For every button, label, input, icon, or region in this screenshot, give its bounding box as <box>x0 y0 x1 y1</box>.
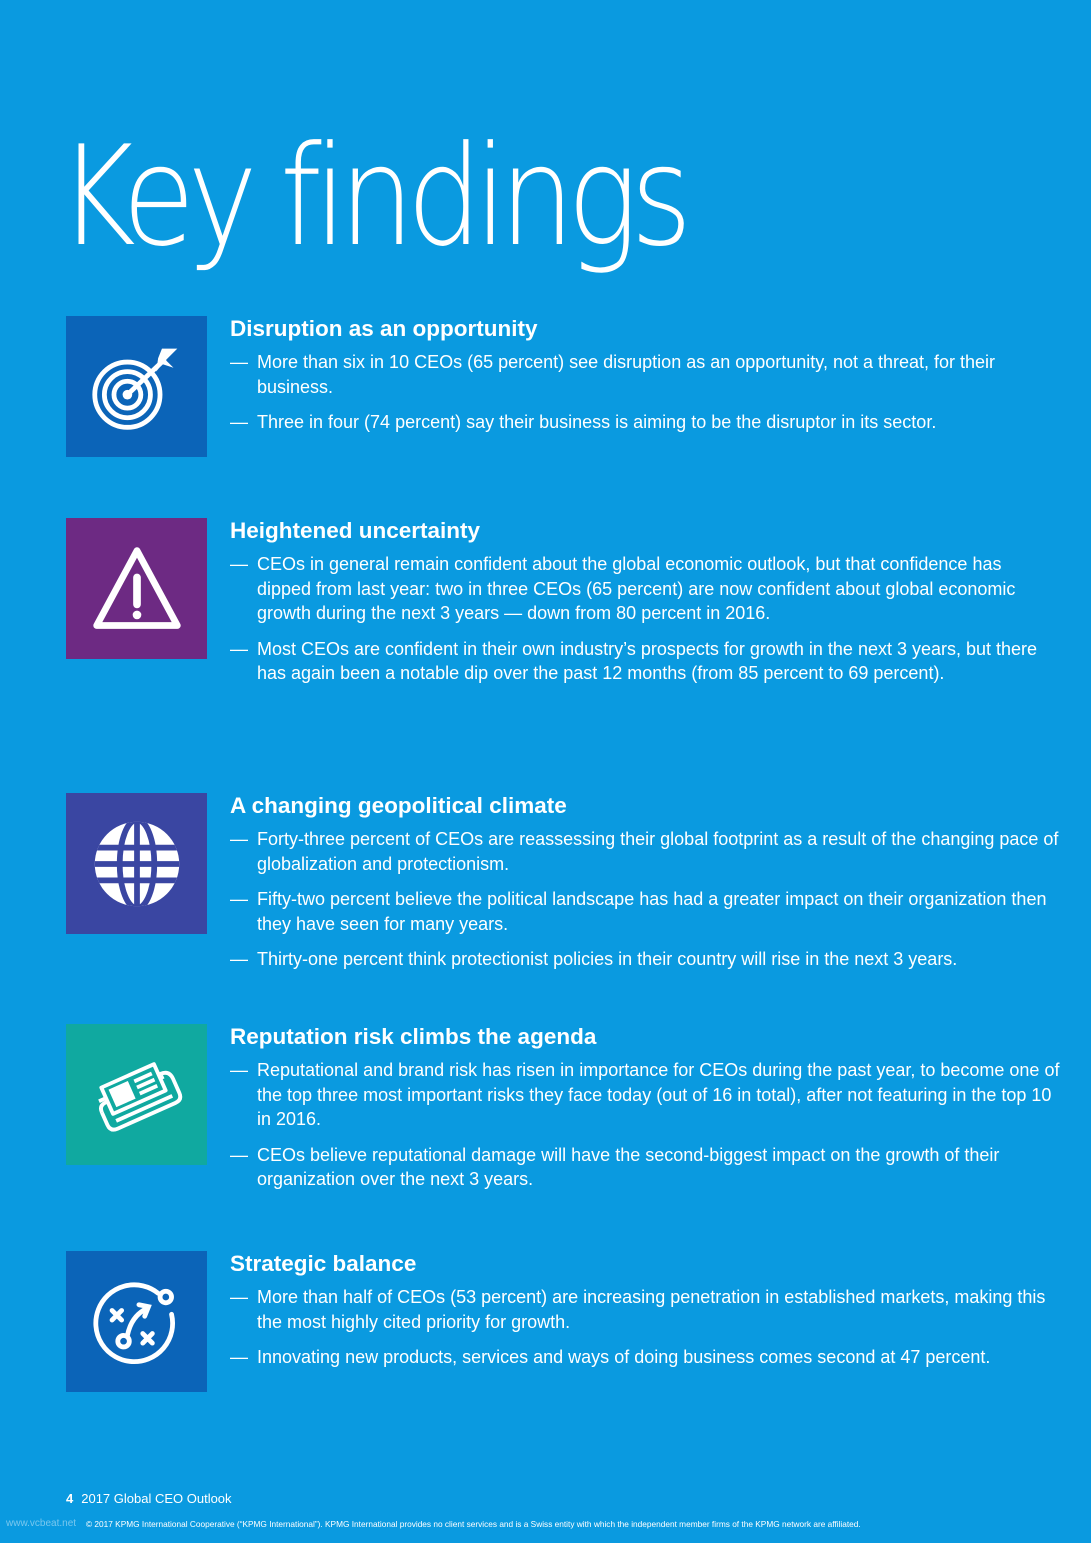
globe-icon <box>89 816 185 912</box>
finding-heading: Strategic balance <box>230 1251 417 1276</box>
publication-title: 2017 Global CEO Outlook <box>81 1491 232 1506</box>
page-number: 4 <box>66 1491 74 1506</box>
bullet-item: — Three in four (74 percent) say their business is aiming to be the disruptor in its sector. <box>230 410 1060 435</box>
bullet-item: — Most CEOs are confident in their own industry’s prospects for growth in the next 3 years, but there has again been a notable dip over the past 12 months (from 85 percent to 69 percent). <box>230 637 1060 686</box>
finding-heading: A changing geopolitical climate <box>230 793 567 818</box>
finding-heading: Heightened uncertainty <box>230 518 481 543</box>
footer-page-info <box>66 1491 232 1506</box>
bullet-list <box>230 350 1060 435</box>
bullet-item: — More than six in 10 CEOs (65 percent) see disruption as an opportunity, not a threat, for their business. <box>230 350 1060 399</box>
bullet-item: — CEOs believe reputational damage will have the second-biggest impact on the growth of their organization over the next 3 years. <box>230 1143 1060 1192</box>
bullet-item: — Forty-three percent of CEOs are reassessing their global footprint as a result of the changing pace of globalization and protectionism. <box>230 827 1060 876</box>
icon-tile <box>66 1251 207 1392</box>
page-title: Key findings <box>58 116 685 277</box>
newspaper-icon <box>89 1047 185 1143</box>
warning-icon <box>89 541 185 637</box>
finding-heading: Reputation risk climbs the agenda <box>230 1024 597 1049</box>
watermark: www.vcbeat.net <box>6 1518 77 1529</box>
bullet-item: — Reputational and brand risk has risen in importance for CEOs during the past year, to become one of the top three most important risks they face today (out of 16 in total), after not featuring in the top 10 in 2016. <box>230 1058 1060 1132</box>
bullet-item: — CEOs in general remain confident about the global economic outlook, but that confidence has dipped from last year: two in three CEOs (65 percent) are now confident about global economic growth during the next 3 years — down from 80 percent in 2016. <box>230 552 1060 626</box>
icon-tile <box>66 1024 207 1165</box>
bullet-list <box>230 1058 1060 1192</box>
icon-tile <box>66 316 207 457</box>
footer-legal <box>0 1514 1091 1534</box>
bullet-item: — Thirty-one percent think protectionist policies in their country will rise in the next 3 years. <box>230 947 1060 972</box>
strategy-play-icon <box>89 1274 185 1370</box>
bullet-item: — Innovating new products, services and ways of doing business comes second at 47 percent. <box>230 1345 1060 1370</box>
bullet-item: — More than half of CEOs (53 percent) are increasing penetration in established markets, making this the most highly cited priority for growth. <box>230 1285 1060 1334</box>
finding-heading: Disruption as an opportunity <box>230 316 538 341</box>
legal-notice: © 2017 KPMG International Cooperative (“KPMG International”). KPMG International provides no client services and is a Swiss entity with which the independent member firms of the KPMG network are affiliated. <box>86 1519 861 1529</box>
bullet-item: — Fifty-two percent believe the political landscape has had a greater impact on their organization then they have seen for many years. <box>230 887 1060 936</box>
target-icon <box>89 339 185 435</box>
bullet-list <box>230 552 1060 686</box>
icon-tile <box>66 518 207 659</box>
bullet-list <box>230 1285 1060 1370</box>
bullet-list <box>230 827 1060 972</box>
icon-tile <box>66 793 207 934</box>
